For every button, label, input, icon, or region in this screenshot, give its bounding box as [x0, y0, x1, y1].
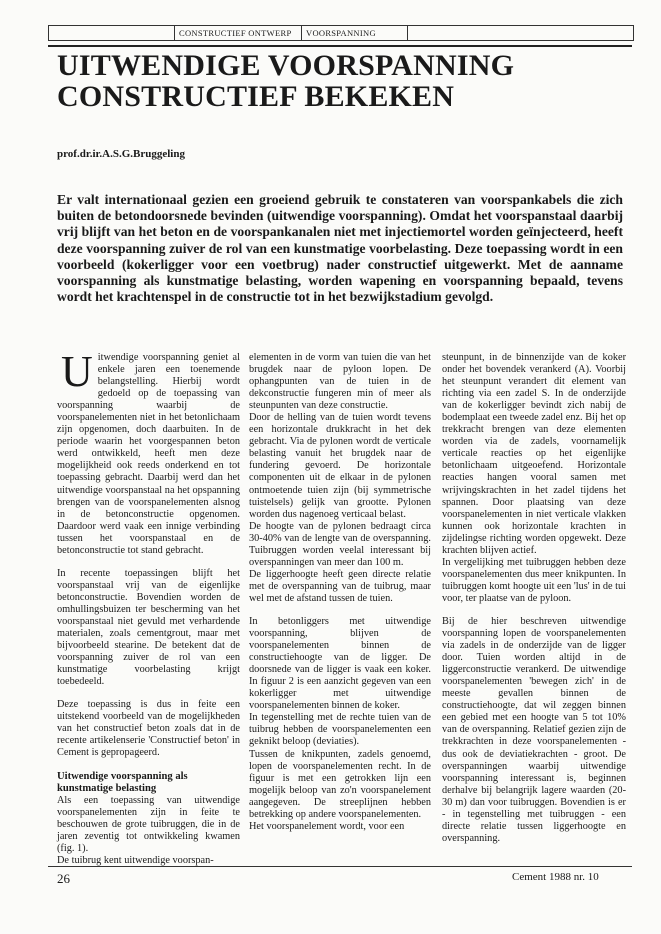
paragraph: Bij de hier beschreven uitwendige voorspanning lopen de voorspanelementen via zadels in de onderzijde van de ligger door. Tuien worden altijd in de liggerconstructie verankerd. De uitwendige voorspanelementen 'bewegen zich' in de meeste gevallen binnen de constructiehoogte, dat wil zeggen binnen een gebied met een hoogte van 5 tot 10% van de overspanning. Relatief gezien zijn de trekkrachten in deze voorspanelementen - dus ook de deviatiekrachten - groot. De overspanningen waarbij uitwendige voorspanning interessant is, beginnen derhalve bij belangrijk lagere waarden (20-30 m) dan voor tuibruggen. Bovendien is er - in tegenstelling met tuibruggen - een directe relatie tussen liggerhoogte en overspanning.: [442, 615, 626, 844]
paragraph: De liggerhoogte heeft geen directe relatie met de overspanning van de tuibrug, maar wel met de afstand tussen de tuien.: [249, 568, 431, 604]
paragraph: Deze toepassing is dus in feite een uitstekend voorbeeld van de mogelijkheden van het constructief beton zoals dat in de recente artikelenserie 'Constructief beton' in Cement is gepropageerd.: [57, 699, 240, 759]
header-rule: [48, 45, 632, 47]
paragraph: De tuibrug kent uitwendige voorspan-: [57, 854, 214, 866]
paragraph: Tussen de knikpunten, zadels genoemd, lopen de voorspanelementen recht. In de figuur is met een getrokken lijn een mogelijk beloop van zo'n voorspanelement aangegeven. De streeplijnen hebben betrekking op andere voorspanelementen.: [249, 748, 431, 820]
article-title-line1: UITWENDIGE VOORSPANNING: [57, 49, 515, 82]
header-topic-label: VOORSPANNING: [302, 26, 408, 40]
section-subheading: Uitwendige voorspanning als kunstmatige belasting: [57, 770, 188, 794]
body-column-1: [57, 347, 240, 867]
footer-rule: [48, 866, 632, 867]
article-title: [57, 50, 514, 112]
issue-label: Cement 1988 nr. 10: [512, 871, 599, 883]
paragraph: Als een toepassing van uitwendige voorspanelementen zijn in feite te beschouwen de grote tuibruggen, die in de jaren zeventig tot ontwikkeling kwamen (fig. 1).: [57, 794, 240, 854]
paragraph-text: itwendige voorspanning geniet al enkele jaren een toenemende belangstelling. Hierbij wordt gedoeld op de toepassing van voorspanning waarbij de voorspanelementen niet in het betonlichaam zijn opgenomen, doch daarbuiten. In de periode waarin het voorgespannen beton werd ontwikkeld, heeft men deze mogelijkheid ook reeds onderkend en tot toepassing gebracht. Daarbij werd dan het uitwendige voorspanstaal na het opspanning brengen van de voorspanelementen alsnog in de betonconstructie opgenomen. Daardoor werd vaak een innige verbinding tussen het voorspanstaal en de betonconstructie tot stand gebracht.: [57, 352, 240, 556]
header-spacer-right: [408, 26, 633, 40]
paragraph: De hoogte van de pylonen bedraagt circa 30-40% van de lengte van de overspanning. Tuibruggen worden veelal interessant bij overspanningen van meer dan 100 m.: [249, 520, 431, 568]
body-column-2: [249, 352, 431, 833]
paragraph: In betonliggers met uitwendige voorspanning, blijven de voorspanelementen binnen de constructiehoogte van de ligger. De doorsnede van de ligger is vaak een koker. In figuur 2 is een aanzicht gegeven van een kokerligger met uitwendige voorspanelementen binnen de koker.: [249, 615, 431, 712]
body-column-3: [442, 352, 626, 845]
page-number: 26: [57, 871, 70, 886]
paragraph: In tegenstelling met de rechte tuien van de tuibrug hebben de voorspanelementen een geknikt beloop (deviaties).: [249, 712, 431, 748]
header-spacer-left: [49, 26, 175, 40]
paragraph: Het voorspanelement wordt, voor een: [249, 820, 405, 832]
paragraph: elementen in de vorm van tuien die van het brugdek naar de pyloon lopen. De ophangpunten van de tuien in de dekconstructie fungeren min of meer als steunpunten van deze constructie.: [249, 352, 431, 412]
paragraph: In recente toepassingen blijft het voorspanstaal vrij van de eigenlijke betonconstructie. Bovendien worden de omhullingsbuizen ter bescherming van het voorspanstaal niet gevuld met verhardende materialen, zoals cementgrout, maar met bijvoorbeeld stearine. De betekent dat de voorspanning zuiver de rol van een kunstmatige voorbelasting krijgt toebedeeld.: [57, 567, 240, 688]
header-section-label: CONSTRUCTIEF ONTWERP: [175, 26, 302, 40]
paragraph: [57, 347, 240, 557]
drop-cap: U: [61, 347, 93, 396]
article-author: prof.dr.ir.A.S.G.Bruggeling: [57, 148, 185, 160]
section-header-bar: [48, 25, 634, 41]
paragraph: Door de helling van de tuien wordt tevens een horizontale drukkracht in het dek gebracht. Via de pylonen wordt de verticale belasting vanuit het brugdek naar de fundering gevoerd. De horizontale componenten uit de elkaar in de pylonen ontmoetende tuien zijn (bij symmetrische tuistelsels) gelijk van grootte. Pylonen worden dus nagenoeg verticaal belast.: [249, 412, 431, 520]
paragraph: In vergelijking met tuibruggen hebben deze voorspanelementen dus meer knikpunten. In tuibruggen komt hoogte uit een 'lus' in de tui voor, ter plaatse van de pyloon.: [442, 556, 626, 604]
article-intro: Er valt internationaal gezien een groeiend gebruik te constateren van voorspankabels die zich buiten de betondoorsnede bevinden (uitwendige voorspanning). Omdat het voorspanstaal daarbij vrij blijft van het beton en de voorspankanalen niet met injectiemortel worden geïnjecteerd, heeft deze voorspanning zuiver de rol van een kunstmatige voorbelasting. Deze toepassing wordt in een voorbeeld (kokerligger voor een voetbrug) nader constructief uitgewerkt. Met de aanname voorspanning als kunstmatige belasting, worden wapening en voorspanning bepaald, tevens wordt het krachtenspel in de constructie tot in het bezwijkstadium gevolgd.: [57, 192, 623, 305]
paragraph: steunpunt, in de binnenzijde van de koker onder het bovendek verankerd (A). Voorbij het steunpunt verandert dit element van richting via een zadel S. In de onderzijde van de kokerligger bevindt zich nabij de bodemplaat een tweede zadel enz. Bij het op trekkracht brengen van deze elementen worden via de zadels, voornamelijk verticale reacties op het eigenlijke betonlichaam uitgeoefend. Horizontale reacties hangen vooral samen met wrijvingskrachten in het zadel tijdens het spannen. Door plaatsing van deze voorspanelementen in niet verticale vlakken kunnen ook horizontale krachten in zijdelingse richting worden opgewekt. Deze krachten blijven actief.: [442, 352, 626, 556]
article-title-line2: CONSTRUCTIEF BEKEKEN: [57, 80, 455, 113]
